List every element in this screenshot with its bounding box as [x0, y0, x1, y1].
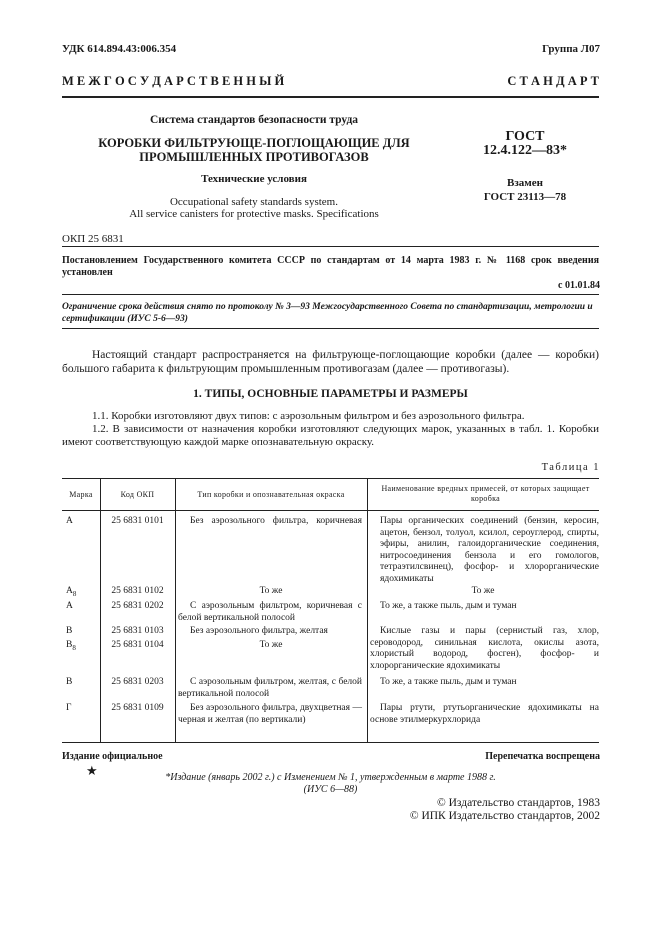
row-mark: В [66, 626, 73, 636]
standard-banner [62, 74, 599, 89]
row-type: Без аэрозольного фильтра, желтая [190, 626, 328, 636]
row-mark: Г [66, 703, 72, 713]
row-code: 25 6831 0102 [111, 586, 164, 596]
scope-paragraph: Настоящий стандарт распространяется на фильтрующе-поглощающие коробки (далее — коробки) большого габарита к фильтрующим промышленным противогазам (далее — противогазы). [62, 349, 599, 375]
row-type: С аэрозольным фильтром, коричневая с белой вертикальной полосой [178, 601, 362, 623]
english-title-line-1: Occupational safety standards system. [169, 196, 338, 208]
document-title [62, 136, 446, 164]
decree-text: Постановлением Государственного комитета СССР по стандартам от 14 марта 1983 г. № 1168 срок введения установлен [62, 255, 599, 278]
row-code: 25 6831 0104 [111, 640, 164, 650]
row-type-text: Без аэрозольного фильтра, коричневая [190, 516, 362, 526]
okp-rule [62, 246, 599, 247]
clause-1-2: 1.2. В зависимости от назначения коробки изготовляют следующих марок, указанных в табл. 1. Коробки имеют соответствующую каждой марке опознавательную окраску. [62, 423, 599, 448]
row-mark-letter: А [66, 586, 73, 596]
row-code: 25 6831 0203 [111, 677, 164, 687]
row-type: С аэрозольным фильтром, желтая, с белой вертикальной полосой [178, 677, 362, 699]
header-type: Тип коробки и опознавательная окраска [197, 490, 345, 499]
row-code: 25 6831 0103 [111, 626, 164, 636]
row-mark [66, 640, 76, 654]
introduction-date: с 01.01.84 [558, 280, 600, 291]
section-title: 1. ТИПЫ, ОСНОВНЫЕ ПАРАМЕТРЫ И РАЗМЕРЫ [193, 388, 468, 400]
row-harmful: Пары органических соединений (бензин, керосин, ацетон, бензол, толуол, ксилол, сероуглерод, спирты, эфиры, анилин, галоидорганические соединения, нитросоединения бензола и его гомологов, тетраэтилсвинец), фосфор- и хлорорганические ядохимикаты [380, 516, 599, 584]
banner-word-interstate: М Е Ж Г О С У Д А Р С Т В Е Н Н Ы Й [62, 74, 285, 88]
star-mark: ★ [86, 763, 98, 778]
replaces-value: ГОСТ 23113—78 [483, 191, 567, 203]
row-harmful: То же [471, 586, 495, 596]
row-code: 25 6831 0109 [111, 703, 164, 713]
header-mark: Марка [69, 490, 93, 499]
table-header-rule [62, 510, 599, 511]
gost-number [450, 130, 600, 158]
edition-note [62, 772, 599, 796]
udk-code: УДК 614.894.43:006.354 [62, 43, 177, 55]
official-edition: Издание официальное [62, 751, 163, 762]
document-subtitle: Технические условия [201, 173, 307, 185]
row-mark-subscript: 8 [72, 643, 76, 652]
header-harmful: Наименование вредных примесей, от которых защищает коробка [381, 484, 590, 503]
gost-code: 12.4.122—83* [483, 143, 567, 158]
english-title-line-2: All service canisters for protective masks. Specifications [129, 208, 379, 220]
row-type: То же [259, 586, 283, 596]
limitation-rule [62, 328, 599, 329]
edition-note-line-1: *Издание (январь 2002 г.) с Изменением № 1, утвержденным в марте 1988 г. [165, 772, 496, 783]
row-harmful: То же, а также пыль, дым и туман [380, 677, 517, 687]
clauses [62, 410, 599, 449]
table-caption: Таблица 1 [541, 462, 600, 473]
row-mark: А [66, 516, 73, 526]
title-line-2: ПРОМЫШЛЕННЫХ ПРОТИВОГАЗОВ [139, 150, 369, 164]
row-mark-letter: В [66, 640, 73, 650]
row-harmful: Кислые газы и пары (сернистый газ, хлор, сероводород, синильная кислота, окислы азота, хлористый водород, фосген), фосфор- и хлорорганические ядохимикаты [370, 626, 599, 671]
row-code: 25 6831 0202 [111, 601, 164, 611]
edition-note-line-2: (ИУС 6—88) [303, 784, 358, 795]
decree-rule [62, 294, 599, 295]
gost-label: ГОСТ [505, 129, 545, 144]
limitation-note: Ограничение срока действия снято по протоколу № 3—93 Межгосударственного Совета по стандартизации, метрологии и сертификации (ИУС 5-6—93) [62, 302, 593, 324]
row-mark-subscript: 8 [72, 589, 77, 598]
row-mark [66, 586, 76, 600]
replaces-label: Взамен [507, 177, 543, 189]
table-top-rule [62, 478, 599, 479]
table-col-divider [175, 478, 176, 742]
okp-code: ОКП 25 6831 [62, 233, 124, 245]
banner-word-standard: С Т А Н Д А Р Т [507, 74, 599, 88]
row-harmful: Пары ртути, ртутьорганические ядохимикаты на основе этилмеркурхлорида [370, 703, 599, 725]
clause-1-1: 1.1. Коробки изготовляют двух типов: с аэрозольным фильтром и без аэрозольного фильтра. [92, 410, 525, 422]
group-code: Группа Л07 [542, 43, 600, 55]
table-bottom-rule [62, 742, 599, 743]
header-code: Код ОКП [120, 490, 155, 499]
title-line-1: КОРОБКИ ФИЛЬТРУЮЩЕ-ПОГЛОЩАЮЩИЕ ДЛЯ [98, 136, 410, 150]
row-harmful: То же, а также пыль, дым и туман [380, 601, 517, 611]
row-code: 25 6831 0101 [111, 516, 164, 526]
row-mark: А [66, 601, 73, 611]
row-mark: В [66, 677, 73, 687]
english-title [62, 196, 446, 220]
reprint-notice: Перепечатка воспрещена [485, 751, 600, 762]
row-type: Без аэрозольного фильтра, двухцветная — черная и желтая (по вертикали) [178, 703, 362, 725]
row-type: То же [259, 640, 283, 650]
banner-rule [62, 96, 599, 98]
row-type [190, 516, 362, 528]
table-col-divider [367, 478, 368, 742]
copyright-2002: © ИПК Издательство стандартов, 2002 [409, 810, 600, 822]
standards-system: Система стандартов безопасности труда [149, 114, 359, 126]
copyright-1983: © Издательство стандартов, 1983 [436, 797, 600, 809]
